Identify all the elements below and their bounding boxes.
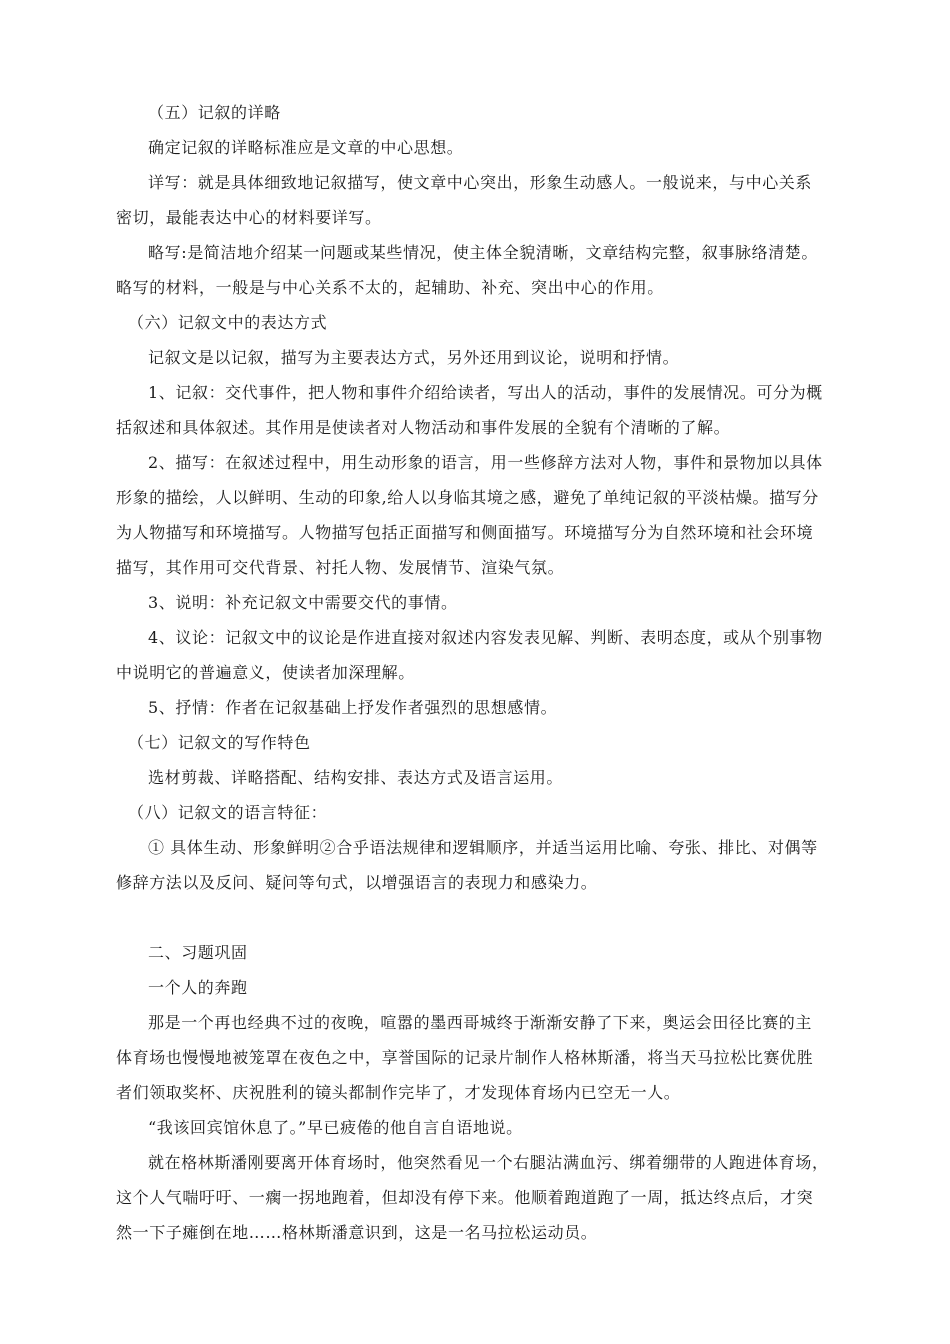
- paragraph-line: 1、记叙：交代事件，把人物和事件介绍给读者，写出人的活动，事件的发展情况。可分为概: [148, 383, 823, 402]
- paragraph-line: 详写：就是具体细致地记叙描写，使文章中心突出，形象生动感人。一般说来，与中心关系: [148, 173, 813, 192]
- story-title: 一个人的奔跑: [148, 978, 248, 997]
- paragraph-line: 这个人气喘吁吁、一瘸一拐地跑着，但却没有停下来。他顺着跑道跑了一周，抵达终点后，才突: [116, 1188, 814, 1207]
- paragraph-line: 密切，最能表达中心的材料要详写。: [116, 208, 382, 227]
- paragraph: “我该回宾馆休息了。”早已疲倦的他自言自语地说。: [148, 1118, 523, 1137]
- paragraph-line: 形象的描绘，人以鲜明、生动的印象,给人以身临其境之感，避免了单纯记叙的平淡枯燥。描写分: [116, 488, 819, 507]
- paragraph-line: 4、议论：记叙文中的议论是作进直接对叙述内容发表见解、判断、表明态度，或从个别事物: [148, 628, 823, 647]
- paragraph: 记叙文是以记叙，描写为主要表达方式，另外还用到议论，说明和抒情。: [148, 348, 680, 367]
- paragraph-line: 修辞方法以及反问、疑问等句式，以增强语言的表现力和感染力。: [116, 873, 598, 892]
- section-eight-heading: （八）记叙文的语言特征：: [128, 803, 328, 822]
- section-six-heading: （六）记叙文中的表达方式: [128, 313, 328, 332]
- paragraph-line: ① 具体生动、形象鲜明②合乎语法规律和逻辑顺序，并适当运用比喻、夸张、排比、对偶等: [148, 838, 818, 857]
- section-five-heading: （五）记叙的详略: [148, 103, 281, 122]
- paragraph-line: 描写，其作用可交代背景、衬托人物、发展情节、渲染气氛。: [116, 558, 565, 577]
- exercise-heading: 二、习题巩固: [148, 943, 248, 962]
- paragraph-line: 者们领取奖杯、庆祝胜利的镜头都制作完毕了，才发现体育场内已空无一人。: [116, 1083, 681, 1102]
- section-seven-heading: （七）记叙文的写作特色: [128, 733, 311, 752]
- paragraph-line: 中说明它的普遍意义，使读者加深理解。: [116, 663, 415, 682]
- paragraph-line: 为人物描写和环境描写。人物描写包括正面描写和侧面描写。环境描写分为自然环境和社会环境: [116, 523, 814, 542]
- paragraph-line: 2、描写：在叙述过程中，用生动形象的语言，用一些修辞方法对人物，事件和景物加以具体: [148, 453, 823, 472]
- paragraph: 5、抒情：作者在记叙基础上抒发作者强烈的思想感情。: [148, 698, 558, 717]
- paragraph-line: 就在格林斯潘刚要离开体育场时，他突然看见一个右腿沾满血污、绑着绷带的人跑进体育场，: [148, 1153, 829, 1172]
- paragraph-line: 略写的材料，一般是与中心关系不太的，起辅助、补充、突出中心的作用。: [116, 278, 664, 297]
- paragraph-line: 体育场也慢慢地被笼罩在夜色之中，享誉国际的记录片制作人格林斯潘，将当天马拉松比赛优胜: [116, 1048, 814, 1067]
- paragraph: 选材剪裁、详略搭配、结构安排、表达方式及语言运用。: [148, 768, 564, 787]
- paragraph-line: 然一下子瘫倒在地……格林斯潘意识到，这是一名马拉松运动员。: [116, 1223, 598, 1242]
- paragraph: 3、说明：补充记叙文中需要交代的事情。: [148, 593, 458, 612]
- paragraph-line: 略写:是简洁地介绍某一问题或某些情况，使主体全貌清晰，文章结构完整，叙事脉络清楚。: [148, 243, 818, 262]
- paragraph-line: 那是一个再也经典不过的夜晚，喧嚣的墨西哥城终于渐渐安静了下来，奥运会田径比赛的主: [148, 1013, 813, 1032]
- paragraph-line: 括叙述和具体叙述。其作用是使读者对人物活动和事件发展的全貌有个清晰的了解。: [116, 418, 731, 437]
- paragraph: 确定记叙的详略标准应是文章的中心思想。: [148, 138, 464, 157]
